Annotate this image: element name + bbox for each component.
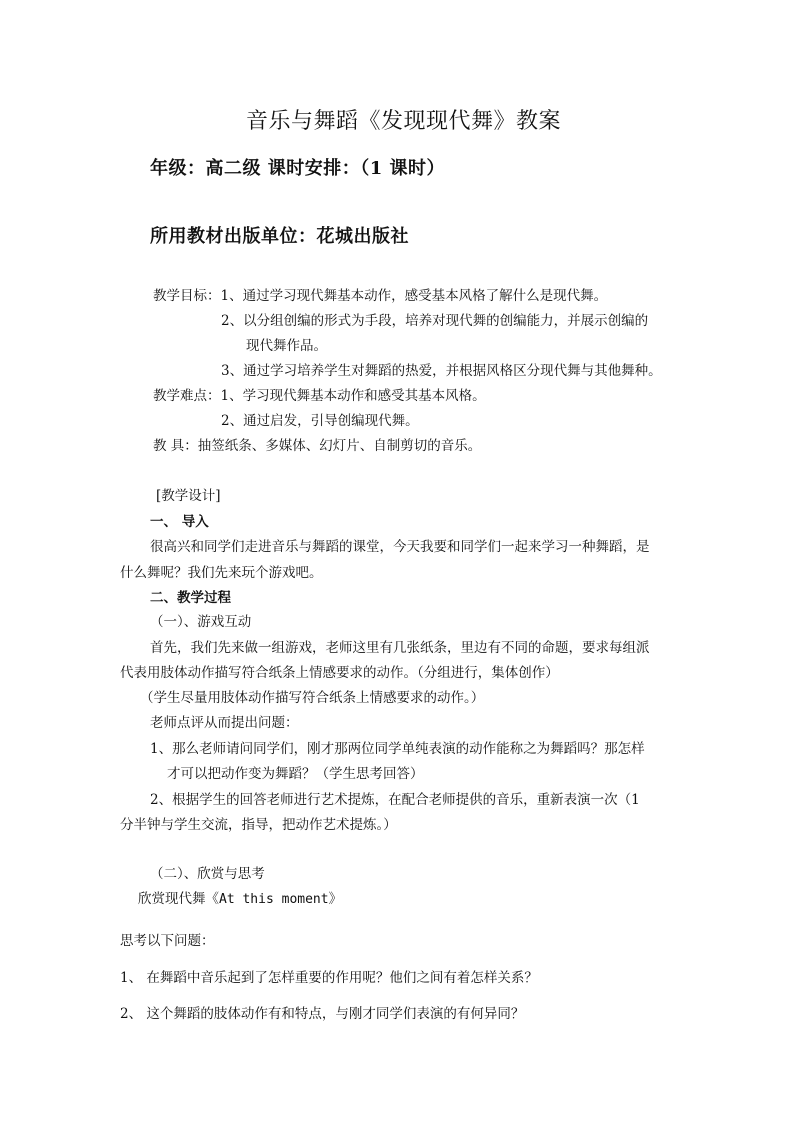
question-1-line-2: 才可以把动作变为舞蹈？（学生思考回答） xyxy=(167,766,424,782)
teaching-design-label: [教学设计] xyxy=(156,488,221,504)
thinking-question-1: 1、 在舞蹈中音乐起到了怎样重要的作用呢？他们之间有着怎样关系？ xyxy=(120,970,538,986)
difficulty-item-2: 2、通过启发，引导创编现代舞。 xyxy=(221,413,419,429)
game-paragraph-line-2: 代表用肢体动作描写符合纸条上情感要求的动作。（分组进行，集体创作） xyxy=(120,665,559,681)
objective-item-1: 教学目标：1、通过学习现代舞基本动作，感受基本风格了解什么是现代舞。 xyxy=(153,288,608,304)
game-paragraph-line-4: 老师点评从而提出问题： xyxy=(150,715,299,731)
section-2-heading: 二、教学过程 xyxy=(150,590,231,606)
intro-paragraph-line-2: 什么舞呢？我们先来玩个游戏吧。 xyxy=(120,565,323,581)
question-2-line-2: 分半钟与学生交流，指导，把动作艺术提炼。） xyxy=(120,817,397,833)
game-paragraph-line-3: （学生尽量用肢体动作描写符合纸条上情感要求的动作。） xyxy=(140,690,485,706)
publisher-line: 所用教材出版单位：花城出版社 xyxy=(150,226,409,247)
appreciation-prefix: 欣赏现代舞《 xyxy=(138,891,219,907)
document-title: 音乐与舞蹈《发现现代舞》教案 xyxy=(246,109,562,134)
question-2-line-1: 2、根据学生的回答老师进行艺术提炼，在配合老师提供的音乐，重新表演一次（1 xyxy=(150,792,640,808)
subsection-1-heading: （一）、游戏互动 xyxy=(150,614,252,630)
appreciation-suffix: 》 xyxy=(328,891,343,907)
subsection-2-heading: （二）、欣赏与思考 xyxy=(150,866,265,882)
teaching-tools-line: 教 具：抽签纸条、多媒体、幻灯片、自制剪切的音乐。 xyxy=(153,438,482,454)
objective-item-2-line-1: 2、以分组创编的形式为手段，培养对现代舞的创编能力，并展示创编的 xyxy=(221,313,649,329)
thinking-prompt: 思考以下问题： xyxy=(120,933,215,949)
intro-paragraph-line-1: 很高兴和同学们走进音乐与舞蹈的课堂，今天我要和同学们一起来学习一种舞蹈，是 xyxy=(150,539,650,555)
question-1-line-1: 1、那么老师请问同学们，刚才那两位同学单纯表演的动作能称之为舞蹈吗？那怎样 xyxy=(150,741,645,757)
thinking-question-2: 2、 这个舞蹈的肢体动作有和特点，与刚才同学们表演的有何异同？ xyxy=(120,1006,525,1022)
objective-item-2-line-2: 现代舞作品。 xyxy=(246,338,327,354)
appreciation-work-title: At this moment xyxy=(219,892,329,907)
grade-and-period-line: 年级：高二级 课时安排：（1 课时） xyxy=(150,158,446,179)
objective-item-3: 3、通过学习培养学生对舞蹈的热爱，并根据风格区分现代舞与其他舞种。 xyxy=(221,363,662,379)
appreciation-line xyxy=(138,893,342,907)
difficulty-item-1: 教学难点：1、学习现代舞基本动作和感受其基本风格。 xyxy=(153,388,486,404)
section-1-heading: 一、 导入 xyxy=(150,514,209,530)
game-paragraph-line-1: 首先，我们先来做一组游戏，老师这里有几张纸条，里边有不同的命题，要求每组派 xyxy=(150,640,650,656)
